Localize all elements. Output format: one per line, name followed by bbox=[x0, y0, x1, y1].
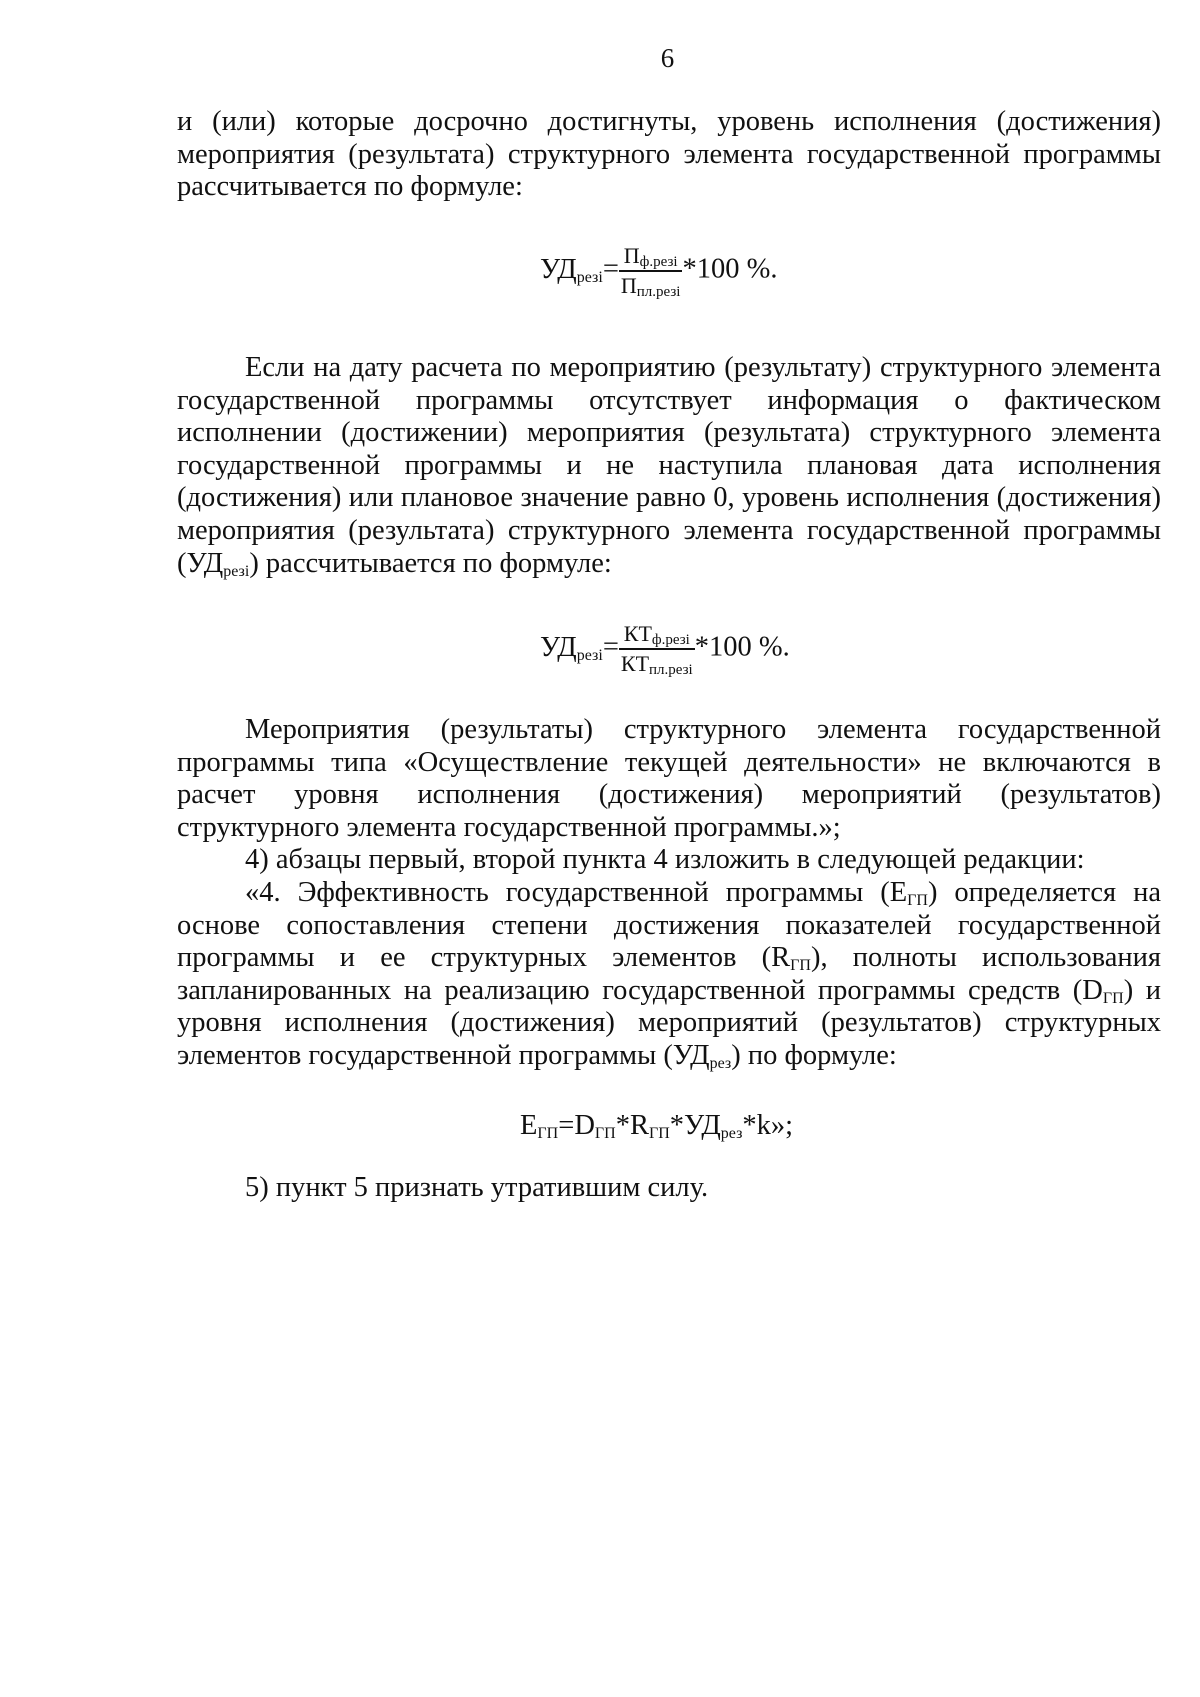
paragraph-5: «4. Эффективность государственной программы $(Е_{ГП})$ определяется на основе сопоставления степени достижения показателей государственной программы и ее структурных элементов $(R_{ГП})$, полноты использования запланированных на реализацию государственной программы средств $(D_{ГП})$ и уровня исполнения (достижения) мероприятий (результатов) структурных элементов государственной программы $(УД_{рез})$ по формуле: bbox=[177, 876, 1161, 1072]
paragraph-1 bbox=[177, 106, 1161, 204]
paragraph-2 bbox=[177, 352, 1161, 580]
formula-2-fraction bbox=[619, 622, 695, 676]
paragraph-6: 5) пункт 5 признать утратившим силу. bbox=[245, 1172, 709, 1203]
paragraph-group-2 bbox=[177, 714, 1161, 1073]
formula-2-equals: = bbox=[602, 631, 619, 663]
formula-3: $Е_{ГП}=D_{ГП}*R_{ГП}*УД_{рез}*k$»; bbox=[520, 1110, 794, 1142]
formula-1-tail: *100 %. bbox=[682, 253, 778, 285]
formula-1-numerator: $П_{ф.резi}$ bbox=[619, 244, 683, 272]
paragraph-6-block bbox=[177, 1172, 1161, 1205]
formula-1 bbox=[540, 244, 777, 298]
formula-2 bbox=[540, 622, 790, 676]
formula-1-equals: = bbox=[602, 253, 619, 285]
formula-1-denominator: $П_{пл.резi}$ bbox=[620, 273, 681, 300]
paragraph-1-text: и (или) которые досрочно достигнуты, уровень исполнения (достижения) мероприятия (результата) структурного элемента государственной программы рассчитывается по формуле: bbox=[177, 106, 1161, 203]
formula-1-fraction bbox=[619, 244, 683, 298]
paragraph-4: 4) абзацы первый, второй пункта 4 изложить в следующей редакции: bbox=[245, 844, 1085, 876]
formula-1-lhs: $УД_{резi}$ bbox=[540, 253, 603, 286]
formula-2-numerator: $КТ_{ф.резi}$ bbox=[619, 622, 695, 650]
paragraph-2-text: Если на дату расчета по мероприятию (результату) структурного элемента государственной программы отсутствует информация о фактическом исполнении (достижении) мероприятия (результата) структурного элемента государственной программы и не наступила плановая дата исполнения (достижения) или плановое значение равно 0, уровень исполнения (достижения) мероприятия (результата) структурного элемента государственной программы $(УД_{резi})$ рассчитывается по формуле: bbox=[177, 352, 1161, 580]
formula-2-tail: *100 %. bbox=[694, 631, 790, 663]
page-number: 6 bbox=[660, 43, 675, 73]
formula-2-lhs: $УД_{резi}$ bbox=[540, 631, 603, 664]
formula-2-denominator: $КТ_{пл.резi}$ bbox=[620, 651, 693, 678]
paragraph-3: Мероприятия (результаты) структурного элемента государственной программы типа «Осуществление текущей деятельности» не включаются в расчет уровня исполнения (достижения) мероприятий (результатов) структурного элемента государственной программы.»; bbox=[177, 714, 1161, 843]
paragraph-2-symbol: $УД_{резi}$ bbox=[186, 547, 250, 580]
